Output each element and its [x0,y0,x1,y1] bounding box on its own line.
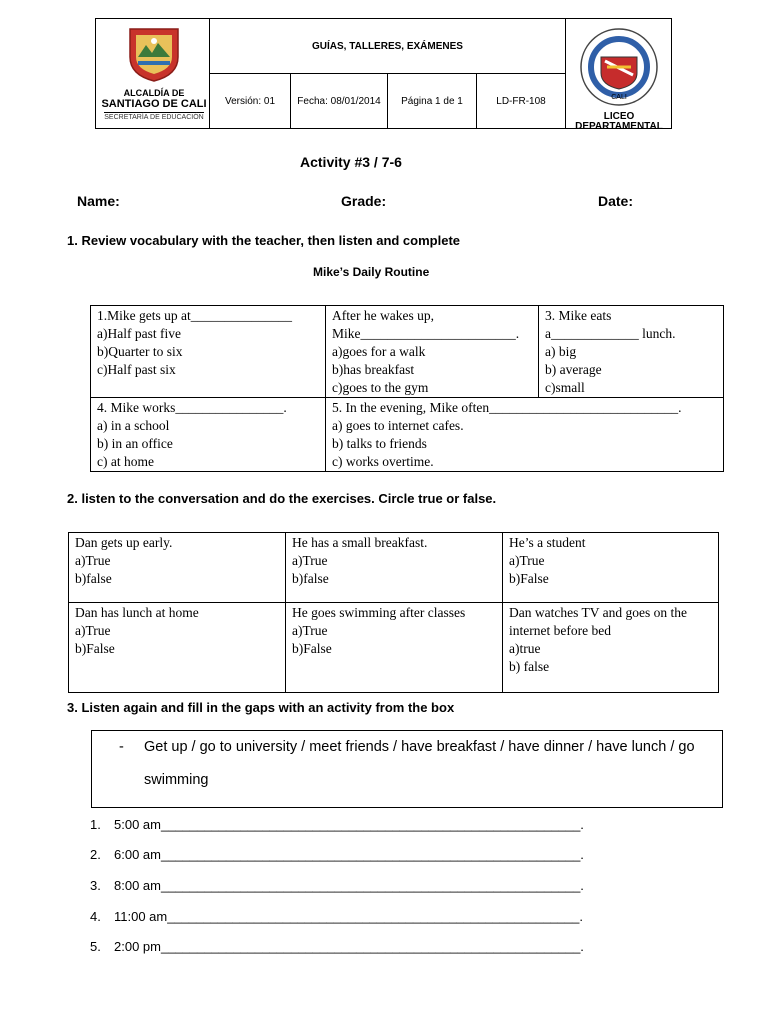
fill-item: 5. 2:00 pm__________________________________________________________. [90,939,584,954]
tf-cell: He goes swimming after classes a)True b)False [286,603,503,693]
version-label: Versión: 01 [224,96,276,107]
alcaldia-logo [98,23,210,127]
fill-item: 4. 11:00 am_________________________________________________________. [90,909,583,924]
fill-item: 3. 8:00 am__________________________________________________________. [90,878,584,893]
logo-line-3: SECRETARÍA DE EDUCACIÓN [104,114,204,121]
date-field-label: Date: [598,193,634,209]
logo-line-2: SANTIAGO DE CALI [101,98,207,110]
activity-word-box [91,730,723,808]
document-title: GUÍAS, TALLERES, EXÁMENES [312,40,463,52]
name-field-label: Name: [77,193,120,209]
tf-cell: Dan gets up early. a)True b)false [69,533,286,603]
liceo-line-1: LICEO [603,111,635,122]
question-2-prompt: 2. listen to the conversation and do the exercises. Circle true or false. [67,491,497,506]
word-box-text: Get up / go to university / meet friends / have breakfast / have dinner / have lunch / go swimming [144,739,695,788]
word-box-dash: - [119,739,124,755]
question-1-prompt: 1. Review vocabulary with the teacher, then listen and complete [67,233,461,248]
question-1-subtitle: Mike’s Daily Routine [313,265,430,279]
true-false-table [68,532,719,693]
city-shield-icon [128,27,180,83]
question-3-prompt: 3. Listen again and fill in the gaps with an activity from the box [67,700,455,715]
fill-item: 1. 5:00 am__________________________________________________________. [90,817,584,832]
grade-field-label: Grade: [341,193,387,209]
liceo-line-2: DEPARTAMENTAL [575,121,663,132]
routine-table [90,305,724,472]
routine-cell-1: 1.Mike gets up at_______________ a)Half past five b)Quarter to six c)Half past six [91,306,326,398]
document-header [95,18,672,132]
routine-cell-5: 5. In the evening, Mike often____________________________. a) goes to internet cafes. b) talks to friends c) works overtime. [326,398,724,472]
logo-line-1: ALCALDÍA DE [123,88,185,98]
tf-cell: He has a small breakfast. a)True b)false [286,533,503,603]
code-label: LD-FR-108 [496,96,546,107]
tf-cell: Dan has lunch at home a)True b)False [69,603,286,693]
routine-cell-3: 3. Mike eats a_____________ lunch. a) big b) average c)small [539,306,724,398]
liceo-logo [566,21,672,132]
routine-cell-2: After he wakes up, Mike_______________________. a)goes for a walk b)has breakfast c)goes to the gym [326,306,539,398]
activity-title: Activity #3 / 7-6 [300,154,402,170]
svg-text:CALI: CALI [611,94,627,101]
school-seal-icon [579,27,659,107]
routine-cell-4: 4. Mike works________________. a) in a school b) in an office c) at home [91,398,326,472]
fill-item: 2. 6:00 am__________________________________________________________. [90,847,584,862]
tf-cell: He’s a student a)True b)False [503,533,719,603]
date-label: Fecha: 08/01/2014 [297,96,381,107]
tf-cell: Dan watches TV and goes on the internet before bed a)true b) false [503,603,719,693]
page-label: Página 1 de 1 [401,96,463,107]
